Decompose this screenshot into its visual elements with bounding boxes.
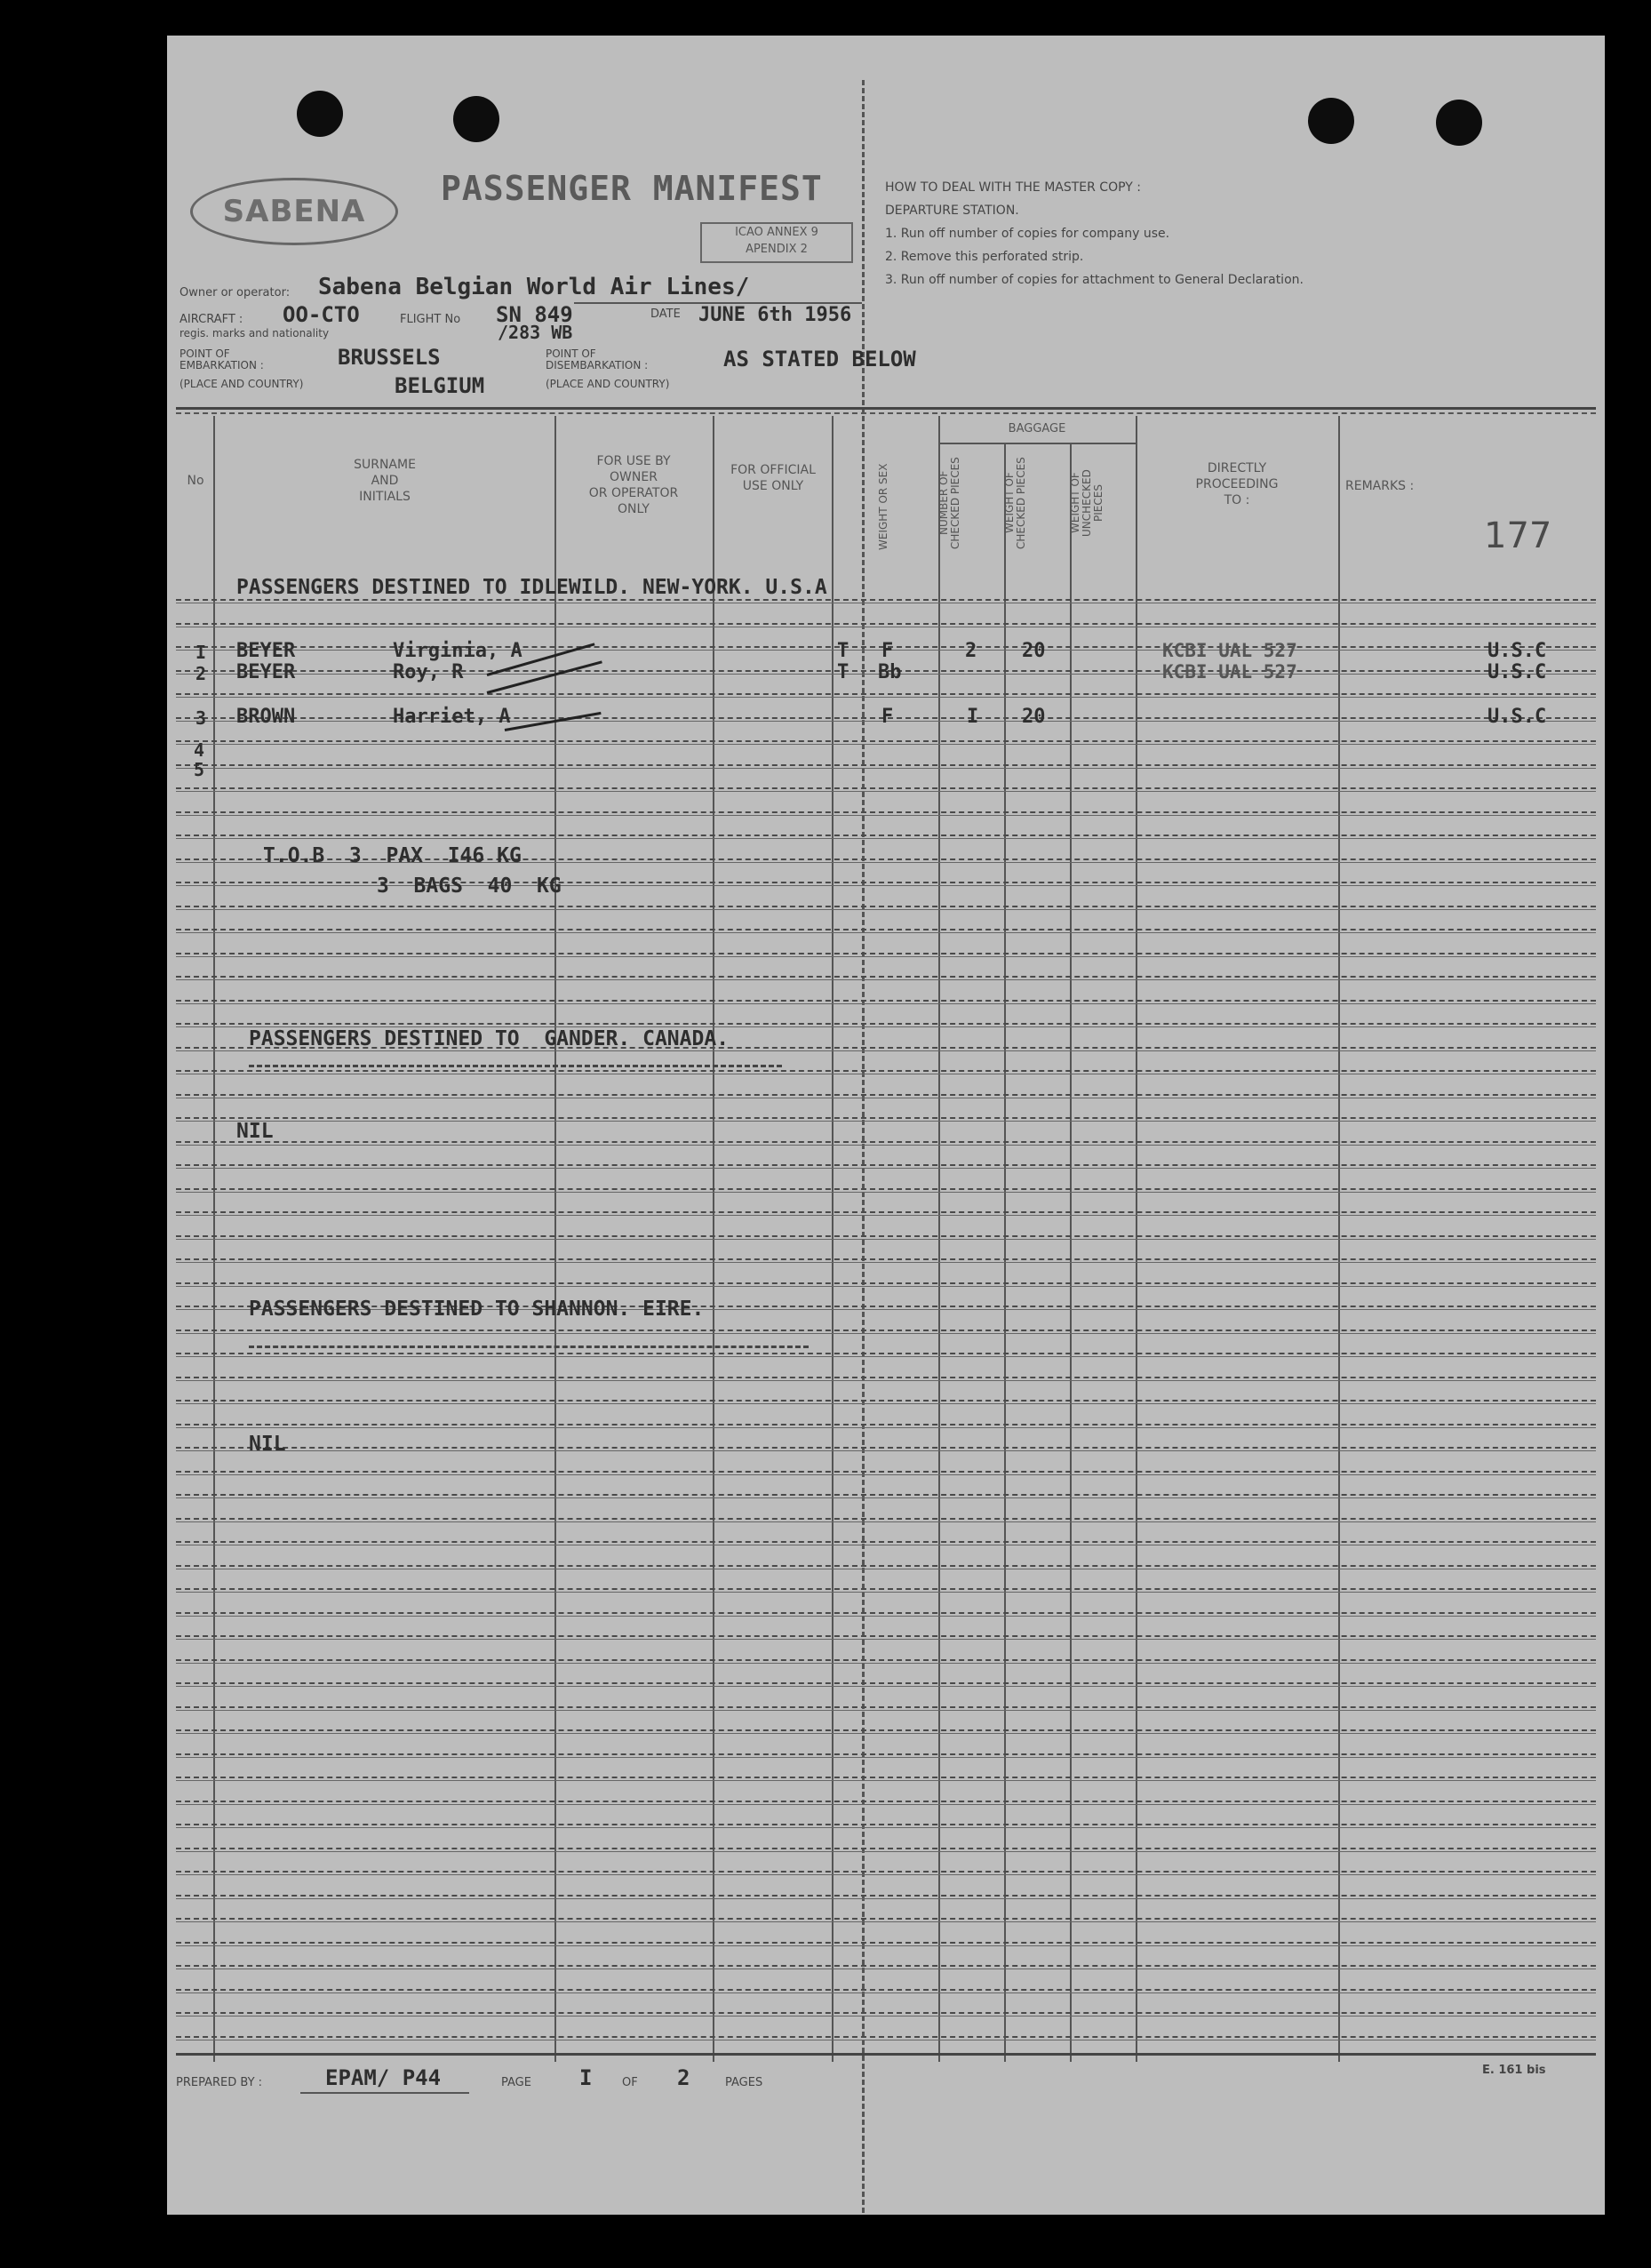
ruled-line xyxy=(176,1565,1596,1567)
ruled-line xyxy=(176,697,1596,698)
ruled-line xyxy=(176,1262,1596,1263)
passenger-sex: F xyxy=(881,706,894,728)
ruled-line xyxy=(176,1592,1596,1593)
ruled-line xyxy=(176,1494,1596,1496)
row-number: I xyxy=(195,642,207,663)
pen-stroke xyxy=(487,660,602,694)
ruled-line xyxy=(176,1851,1596,1852)
ruled-line xyxy=(176,1471,1596,1473)
ruled-line xyxy=(176,1023,1596,1025)
header-line: OWNER xyxy=(610,470,658,484)
instructions xyxy=(885,176,1304,291)
aircraft-sub-label: regis. marks and nationality xyxy=(179,327,330,339)
ruled-line xyxy=(176,1612,1596,1614)
column-divider xyxy=(1004,444,1006,2062)
ruled-line xyxy=(176,1921,1596,1922)
ruled-line xyxy=(176,1192,1596,1193)
punch-hole xyxy=(1308,98,1354,144)
ruled-line xyxy=(176,1729,1596,1731)
ruled-line xyxy=(176,1898,1596,1899)
col-header-official-use xyxy=(716,462,830,494)
header-line: FOR OFFICIAL xyxy=(730,463,816,477)
manifest-sheet xyxy=(167,36,1605,2215)
icao-line: APENDIX 2 xyxy=(746,243,808,256)
owner-label: Owner or operator: xyxy=(179,286,291,299)
aircraft-label: AIRCRAFT : xyxy=(179,313,243,326)
remarks-value: U.S.C xyxy=(1487,640,1547,662)
col-header-weight-checked: WEIGHT OF CHECKED PIECES xyxy=(1003,457,1027,549)
ruled-line xyxy=(176,838,1596,839)
page-stamp-number: 177 xyxy=(1484,515,1552,556)
ruled-line xyxy=(176,1733,1596,1734)
row-number: 5 xyxy=(194,759,205,780)
ruled-line xyxy=(176,791,1596,792)
ruled-line xyxy=(176,906,1596,907)
ruled-line xyxy=(176,1168,1596,1169)
ruled-line xyxy=(176,811,1596,813)
ruled-line xyxy=(176,976,1596,978)
passenger-sex: Bb xyxy=(878,661,902,683)
ruled-line xyxy=(176,1639,1596,1640)
passenger-initials: Roy, R xyxy=(393,661,464,683)
ruled-line xyxy=(176,1827,1596,1828)
header-line: OR OPERATOR xyxy=(588,486,679,500)
col-header-remarks: REMARKS : xyxy=(1345,479,1415,493)
ruled-line xyxy=(176,1286,1596,1287)
embark-place-label: (PLACE AND COUNTRY) xyxy=(179,378,304,390)
flight-value: SN 849 xyxy=(496,302,573,327)
ruled-line xyxy=(176,1400,1596,1402)
ruled-line xyxy=(176,1450,1596,1451)
totals-line: 3 BAGS 40 KG xyxy=(377,874,562,898)
ruled-line xyxy=(176,1757,1596,1758)
ruled-line xyxy=(176,815,1596,816)
ruled-line xyxy=(176,1211,1596,1213)
checked-weight: 20 xyxy=(1022,706,1046,728)
punch-hole xyxy=(453,96,499,142)
punch-hole xyxy=(1436,100,1482,146)
ruled-line xyxy=(176,1070,1596,1072)
totals-line: T.O.B 3 PAX I46 KG xyxy=(263,844,522,867)
sabena-logo: SABENA xyxy=(190,178,398,245)
date-value: JUNE 6th 1956 xyxy=(698,304,852,326)
col-header-weight-unchecked: WEIGHT OF UNCHECKED PIECES xyxy=(1069,469,1105,537)
ruled-line xyxy=(176,1377,1596,1378)
ruled-line xyxy=(176,1424,1596,1425)
ruled-line xyxy=(176,1094,1596,1096)
prepared-by-value: EPAM/ P44 xyxy=(325,2065,442,2090)
col-header-proceeding xyxy=(1139,460,1335,508)
section-heading: PASSENGERS DESTINED TO SHANNON. EIRE. xyxy=(249,1298,705,1321)
header-line: ONLY xyxy=(618,502,650,516)
ruled-line xyxy=(176,1239,1596,1240)
ruled-line xyxy=(176,1188,1596,1190)
perforation-line xyxy=(862,80,865,2213)
ruled-line xyxy=(176,932,1596,933)
ruled-line xyxy=(176,1403,1596,1404)
aircraft-value: OO-CTO xyxy=(283,302,360,327)
ruled-line xyxy=(176,1753,1596,1755)
official-mark: T xyxy=(837,661,849,683)
checked-weight: 20 xyxy=(1022,640,1046,662)
column-divider xyxy=(1070,444,1072,2062)
ruled-line xyxy=(176,1427,1596,1428)
ruled-line xyxy=(176,1003,1596,1004)
ruled-line xyxy=(176,623,1596,625)
ruled-line xyxy=(176,740,1596,742)
ruled-line xyxy=(176,1588,1596,1590)
ruled-line xyxy=(176,1518,1596,1520)
ruled-line xyxy=(176,1824,1596,1825)
ruled-line xyxy=(176,787,1596,789)
ruled-line xyxy=(176,1871,1596,1873)
prepared-underline xyxy=(300,2092,469,2094)
header-line: PROCEEDING xyxy=(1195,477,1279,491)
proceeding-to: KCBI UAL 527 xyxy=(1162,640,1297,661)
ruled-line xyxy=(176,1874,1596,1875)
remarks-value: U.S.C xyxy=(1487,706,1547,728)
ruled-line xyxy=(176,1804,1596,1805)
of-label: OF xyxy=(622,2076,638,2089)
ruled-line xyxy=(176,1447,1596,1449)
ruled-line xyxy=(176,1659,1596,1661)
remarks-value: U.S.C xyxy=(1487,661,1547,683)
header-line: INITIALS xyxy=(359,490,411,504)
ruled-line xyxy=(176,1353,1596,1354)
passenger-surname: BEYER xyxy=(236,661,296,683)
instruction-item: 3. Run off number of copies for attachment to General Declaration. xyxy=(885,273,1304,287)
col-header-surname xyxy=(220,457,549,505)
header-line: SURNAME xyxy=(354,458,416,472)
row-number: 4 xyxy=(194,739,205,761)
icao-box xyxy=(700,222,853,263)
ruled-line xyxy=(176,1710,1596,1711)
ruled-line xyxy=(176,1521,1596,1522)
col-header-baggage: BAGGAGE xyxy=(1008,422,1066,435)
pages-value: 2 xyxy=(677,2065,690,2090)
instruction-item: 2. Remove this perforated strip. xyxy=(885,250,1084,264)
section-underline xyxy=(249,1346,809,1348)
ruled-line xyxy=(176,1121,1596,1122)
table-bottom-border xyxy=(176,2053,1596,2056)
embark-country: BELGIUM xyxy=(395,373,485,398)
checked-pieces: 2 xyxy=(965,640,977,662)
ruled-line xyxy=(176,1117,1596,1119)
section-heading: PASSENGERS DESTINED TO GANDER. CANADA. xyxy=(249,1027,730,1050)
ruled-line xyxy=(176,1235,1596,1237)
section-underline xyxy=(249,1065,782,1067)
col-header-owner-use xyxy=(558,453,709,517)
row-number: 2 xyxy=(195,663,207,684)
col-header-weight-sex: WEIGHT OR SEX xyxy=(877,463,889,550)
ruled-line xyxy=(176,1215,1596,1216)
ruled-line xyxy=(176,1777,1596,1778)
ruled-line xyxy=(176,2012,1596,2014)
ruled-line xyxy=(176,764,1596,766)
ruled-line xyxy=(176,1258,1596,1260)
table-top-border xyxy=(176,407,1596,410)
header-line: FOR USE BY xyxy=(596,454,671,468)
header-line: TO : xyxy=(1224,493,1250,507)
instructions-title: HOW TO DEAL WITH THE MASTER COPY : xyxy=(885,180,1141,195)
ruled-line xyxy=(176,2036,1596,2038)
passenger-initials: Virginia, A xyxy=(393,640,522,662)
ruled-line xyxy=(176,929,1596,930)
proceeding-to: KCBI UAL 527 xyxy=(1162,661,1297,683)
flight-value-2: /283 WB xyxy=(498,322,573,343)
col-header-num-checked: NUMBER OF CHECKED PIECES xyxy=(937,457,961,549)
pages-label: PAGES xyxy=(725,2076,763,2089)
ruled-line xyxy=(176,744,1596,745)
form-code: E. 161 bis xyxy=(1482,2064,1546,2077)
ruled-line xyxy=(176,1965,1596,1967)
ruled-line xyxy=(176,953,1596,954)
passenger-sex: F xyxy=(881,640,894,662)
checked-pieces: I xyxy=(967,706,979,728)
disembark-value: AS STATED BELOW xyxy=(723,347,916,371)
ruled-line xyxy=(176,1330,1596,1331)
header-line: AND xyxy=(371,474,399,488)
ruled-line xyxy=(176,1141,1596,1143)
ruled-line xyxy=(176,1848,1596,1849)
section-heading: PASSENGERS DESTINED TO IDLEWILD. NEW-YORK. U.S.A xyxy=(236,576,827,599)
instruction-item: 1. Run off number of copies for company use. xyxy=(885,227,1170,241)
official-mark: T xyxy=(837,640,849,662)
form-title: PASSENGER MANIFEST xyxy=(441,169,823,208)
ruled-line xyxy=(176,1000,1596,1002)
ruled-line xyxy=(176,693,1596,695)
ruled-line xyxy=(176,1682,1596,1684)
ruled-line xyxy=(176,1686,1596,1687)
row-number: 3 xyxy=(195,707,207,729)
ruled-line xyxy=(176,1164,1596,1166)
prepared-by-label: PREPARED BY : xyxy=(176,2076,263,2089)
icao-line: ICAO ANNEX 9 xyxy=(735,226,818,239)
embark-label: POINT OF EMBARKATION : xyxy=(179,347,264,371)
ruled-line xyxy=(176,1780,1596,1781)
ruled-line xyxy=(176,956,1596,957)
ruled-line xyxy=(176,1380,1596,1381)
date-label: DATE xyxy=(650,307,681,321)
ruled-line xyxy=(176,599,1596,601)
instructions-sub: DEPARTURE STATION. xyxy=(885,204,1019,218)
ruled-line xyxy=(176,1801,1596,1802)
ruled-line xyxy=(176,1895,1596,1897)
section-note: NIL xyxy=(249,1433,286,1456)
ruled-line xyxy=(176,1663,1596,1664)
ruled-line xyxy=(176,1616,1596,1617)
ruled-line xyxy=(176,1356,1596,1357)
ruled-line xyxy=(176,1050,1596,1051)
baggage-divider xyxy=(938,443,1136,444)
ruled-line xyxy=(176,1706,1596,1708)
page-value: I xyxy=(579,2065,593,2090)
ruled-line xyxy=(176,1992,1596,1993)
ruled-line xyxy=(176,1497,1596,1498)
page-label: PAGE xyxy=(501,2076,531,2089)
table-top-border xyxy=(176,412,1596,414)
col-header-no: No xyxy=(187,474,204,488)
ruled-line xyxy=(176,1945,1596,1946)
passenger-initials: Harriet, A xyxy=(393,706,511,728)
ruled-line xyxy=(176,1635,1596,1637)
owner-value: Sabena Belgian World Air Lines/ xyxy=(318,274,750,300)
ruled-line xyxy=(176,979,1596,980)
ruled-line xyxy=(176,1942,1596,1944)
embark-city: BRUSSELS xyxy=(338,345,441,370)
ruled-line xyxy=(176,768,1596,769)
ruled-line xyxy=(176,1145,1596,1146)
ruled-line xyxy=(176,835,1596,836)
header-line: USE ONLY xyxy=(742,479,804,493)
passenger-surname: BEYER xyxy=(236,640,296,662)
ruled-line xyxy=(176,1282,1596,1284)
ruled-line xyxy=(176,1918,1596,1920)
ruled-line xyxy=(176,1474,1596,1475)
passenger-surname: BROWN xyxy=(236,706,296,728)
ruled-line xyxy=(176,909,1596,910)
disembark-label: POINT OF DISEMBARKATION : xyxy=(546,347,649,371)
ruled-line xyxy=(176,1541,1596,1543)
punch-hole xyxy=(297,91,343,137)
header-line: DIRECTLY xyxy=(1207,461,1267,475)
ruled-line xyxy=(176,1989,1596,1991)
ruled-line xyxy=(176,1333,1596,1334)
section-note: NIL xyxy=(236,1120,274,1143)
flight-label: FLIGHT No xyxy=(400,313,461,326)
disembark-place-label: (PLACE AND COUNTRY) xyxy=(546,378,670,390)
